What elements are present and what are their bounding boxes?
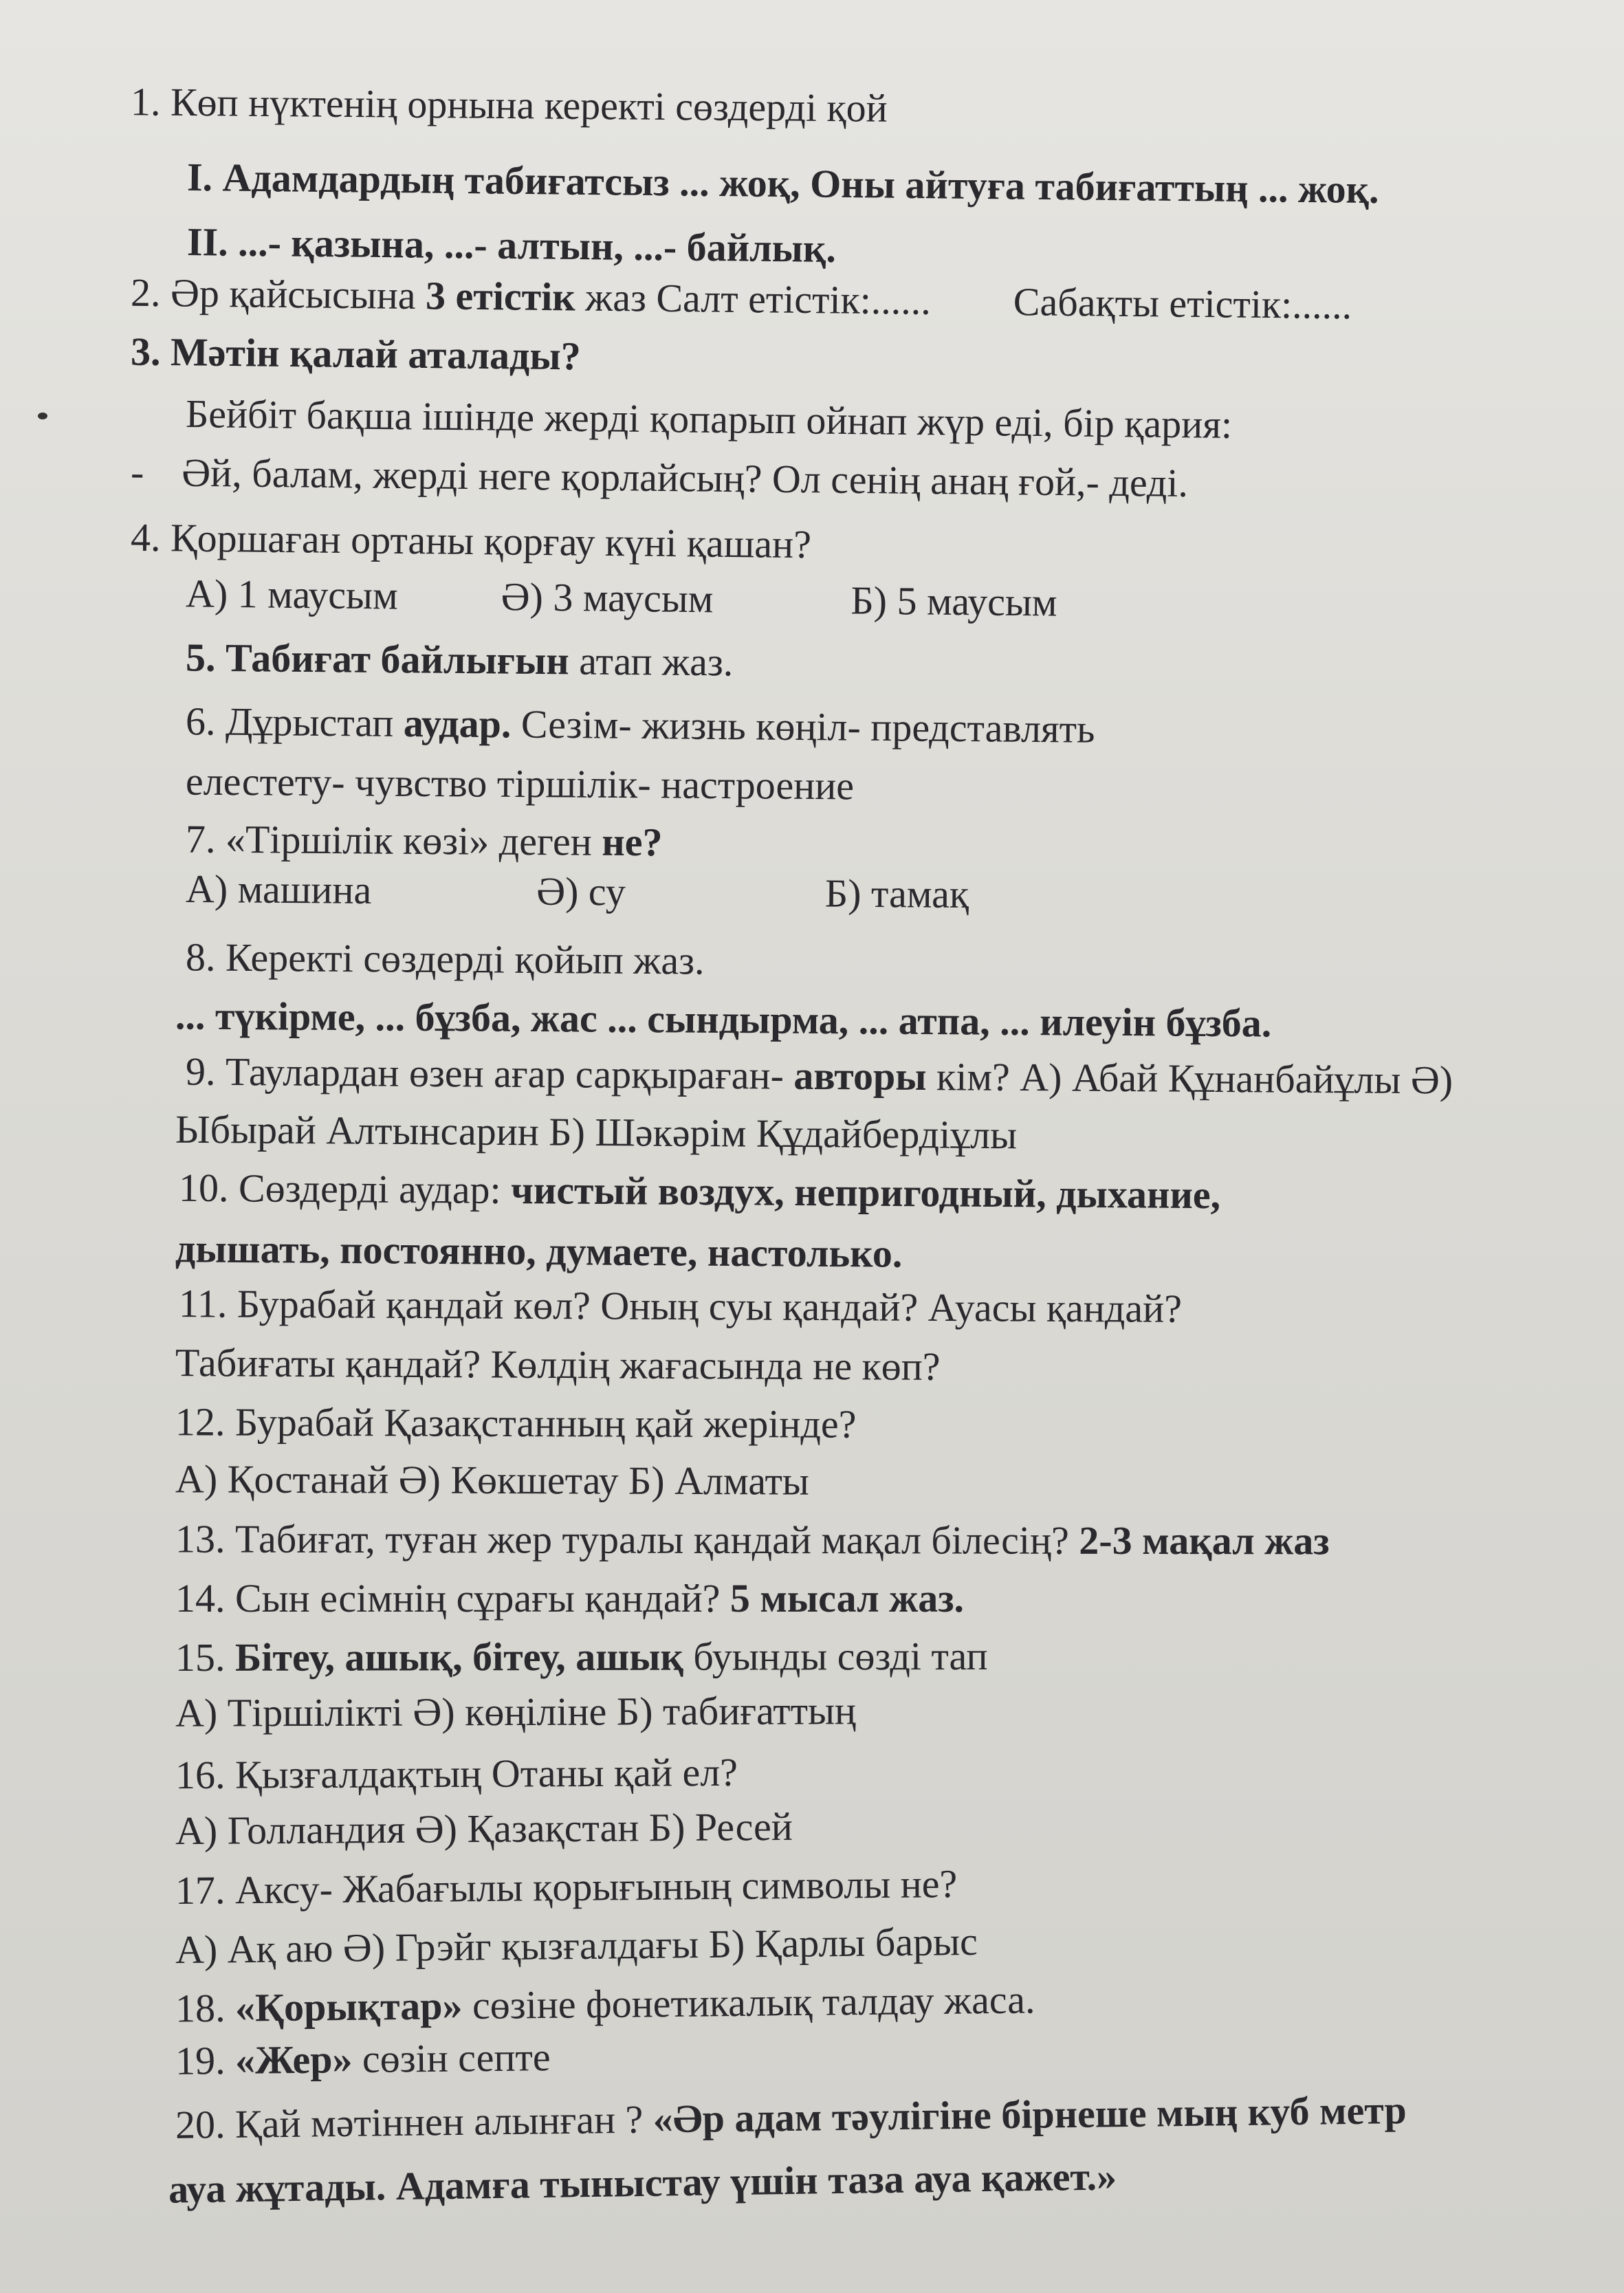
question-4-options: А) 1 маусым Ә) 3 маусым Б) 5 маусым [185, 571, 1057, 625]
question-7: 7. «Тіршілік көзі» деген не? [185, 816, 663, 865]
question-16-options: А) Голландия Ә) Қазақстан Б) Ресей [175, 1803, 793, 1854]
question-18: 18. «Қорықтар» сөзіне фонетикалық талдау жаса. [175, 1977, 1035, 2031]
question-3: 3. Мәтін қалай аталады? [130, 329, 582, 379]
question-19: 19. «Жер» сөзін септе [175, 2034, 551, 2083]
question-1-part-2: II. ...- қазына, ...- алтын, ...- байлық. [186, 219, 837, 271]
question-10: 10. Сөздерді аудар: чистый воздух, непригодный, дыхание, [178, 1165, 1221, 1218]
question-8-text: ... түкірме, ... бұзба, жас ... сындырма, ... атпа, ... илеуін бұзба. [175, 993, 1272, 1046]
question-16: 16. Қызғалдақтың Отаны қай ел? [175, 1749, 738, 1798]
question-1: 1. Көп нүктенің орнына керекті сөздерді қой [130, 79, 888, 131]
question-4: 4. Қоршаған ортаны қорғау күні қашан? [130, 514, 812, 567]
question-10-words: дышать, постоянно, думаете, настолько. [175, 1226, 903, 1276]
question-15: 15. Бітеу, ашық, бітеу, ашық буынды сөзді тап [175, 1633, 988, 1680]
question-17: 17. Аксу- Жабағылы қорығының символы не? [175, 1861, 958, 1913]
question-17-options: А) Ақ аю Ә) Грэйг қызғалдағы Б) Қарлы барыс [175, 1918, 978, 1973]
question-6: 6. Дұрыстап аудар. Сезім- жизнь көңіл- представлять [185, 699, 1095, 751]
question-12: 12. Бурабай Қазақстанның қай жерінде? [175, 1399, 857, 1447]
question-6-words: елестету- чувство тіршілік- настроение [185, 758, 855, 809]
question-2: 2. Әр қайсысына 3 етістік жаз Салт етістік:...... Сабақты етістік:...... [130, 270, 1352, 328]
question-20: 20. Қай мәтіннен алынған ? «Әр адам тәулігіне бірнеше мың куб метр [175, 2087, 1407, 2147]
question-13: 13. Табиғат, туған жер туралы қандай мақал білесің? 2-3 мақал жаз [175, 1516, 1330, 1564]
question-9: 9. Таулардан өзен ағар сарқыраған- авторы кім? А) Абай Құнанбайұлы Ә) [185, 1049, 1453, 1103]
question-12-options: А) Қостанай Ә) Көкшетау Б) Алматы [175, 1456, 809, 1504]
question-14: 14. Сын есімнің сұрағы қандай? 5 мысал жаз. [175, 1576, 965, 1621]
question-11: 11. Бурабай қандай көл? Оның суы қандай? Ауасы қандай? [178, 1281, 1183, 1331]
question-5: 5. Табиғат байлығын атап жаз. [185, 635, 734, 685]
question-1-part-1: I. Адамдардың табиғатсыз ... жоқ, Оны айтуға табиғаттың ... жоқ. [186, 154, 1379, 212]
question-3-text-1: Бейбіт бақша ішінде жерді қопарып ойнап жүр еді, бір қария: [185, 391, 1233, 447]
ink-dot [38, 413, 47, 419]
question-11-cont: Табиғаты қандай? Көлдің жағасында не көп? [175, 1340, 941, 1389]
question-9-options: Ыбырай Алтынсарин Б) Шәкәрім Құдайбердіұлы [175, 1106, 1018, 1158]
question-3-text-2: - Әй, балам, жерді неге қорлайсың? Ол сенің анаң ғой,- деді. [130, 449, 1189, 506]
question-7-options: А) машина Ә) су Б) тамақ [185, 866, 969, 917]
question-15-options: А) Тіршілікті Ә) көңіліне Б) табиғаттың [175, 1688, 857, 1735]
question-8: 8. Керекті сөздерді қойып жаз. [185, 934, 705, 983]
question-20-cont: ауа жұтады. Адамға тыныстау үшін таза ауа қажет.» [168, 2153, 1117, 2212]
